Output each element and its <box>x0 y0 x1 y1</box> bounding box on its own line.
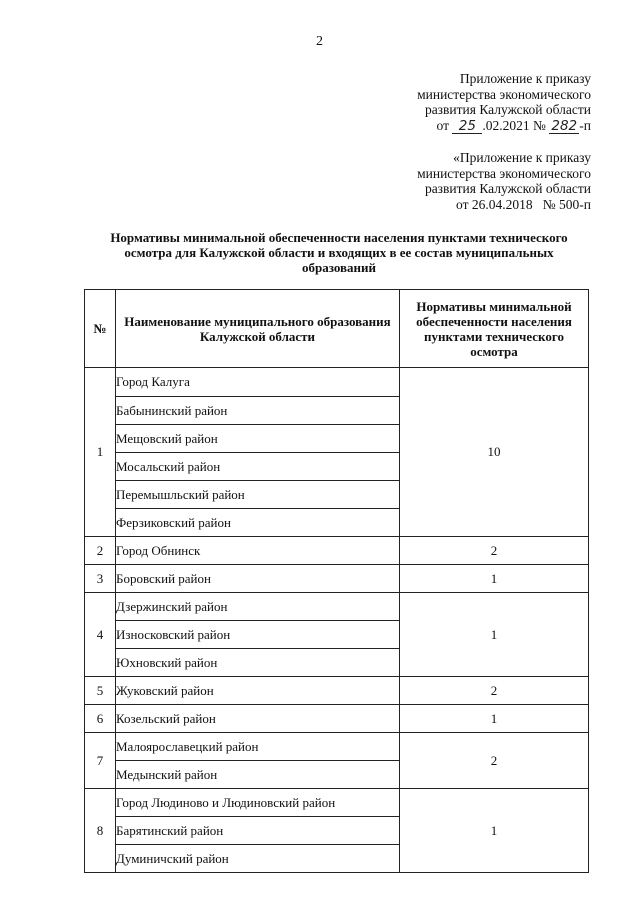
area-name: Боровский район <box>116 565 400 593</box>
area-name: Дзержинский район <box>116 593 400 621</box>
table-row <box>85 593 589 621</box>
area-name: Думиничский район <box>116 845 400 873</box>
norm-value: 1 <box>400 789 589 873</box>
date-prefix: от <box>436 117 449 133</box>
table-row <box>85 537 589 565</box>
area-name: Жуковский район <box>116 677 400 705</box>
area-name: Юхновский район <box>116 649 400 677</box>
area-name: Бабынинский район <box>116 397 400 425</box>
norm-value: 2 <box>400 537 589 565</box>
area-name: Мосальский район <box>116 453 400 481</box>
appendix-line: от 26.04.2018 № 500-п <box>456 196 591 212</box>
appendix-previous <box>417 150 591 212</box>
area-name: Город Людиново и Людиновский район <box>116 789 400 817</box>
date-rest: .02.2021 № <box>482 117 546 133</box>
area-name: Мещовский район <box>116 425 400 453</box>
appendix-line: развития Калужской области <box>424 102 591 117</box>
norm-value: 10 <box>400 368 589 537</box>
row-number: 8 <box>85 789 116 873</box>
appendix-date-line <box>417 118 591 134</box>
number-suffix: -п <box>579 117 591 133</box>
row-number: 1 <box>85 368 116 537</box>
area-name: Город Обнинск <box>116 537 400 565</box>
table-header-row <box>85 290 589 368</box>
area-name: Перемышльский район <box>116 481 400 509</box>
header-norm: Нормативы минимальной обеспеченности населения пунктами технического осмотра <box>400 290 589 368</box>
row-number: 5 <box>85 677 116 705</box>
table-row <box>85 677 589 705</box>
norm-value: 1 <box>400 565 589 593</box>
appendix-line: министерства экономического <box>417 165 591 181</box>
appendix-line: министерства экономического <box>417 86 591 102</box>
table-row <box>85 733 589 761</box>
appendix-current <box>417 71 591 134</box>
row-number: 4 <box>85 593 116 677</box>
norm-value: 2 <box>400 733 589 789</box>
norm-value: 2 <box>400 677 589 705</box>
table-row <box>85 368 589 397</box>
row-number: 6 <box>85 705 116 733</box>
table-row <box>85 705 589 733</box>
table-row <box>85 565 589 593</box>
area-name: Барятинский район <box>116 817 400 845</box>
area-name: Ферзиковский район <box>116 509 400 537</box>
handwritten-number: 282 <box>549 120 579 134</box>
header-name: Наименование муниципального образования Калужской области <box>116 290 400 368</box>
norms-table <box>84 289 589 873</box>
table-row <box>85 789 589 817</box>
page-number: 2 <box>316 34 323 49</box>
norm-value: 1 <box>400 705 589 733</box>
norm-value: 1 <box>400 593 589 677</box>
area-name: Износковский район <box>116 621 400 649</box>
appendix-line: Приложение к приказу <box>459 71 591 86</box>
appendix-line: развития Калужской области <box>424 181 591 196</box>
header-num: № <box>85 290 116 368</box>
area-name: Город Калуга <box>116 368 400 397</box>
appendix-line: «Приложение к приказу <box>453 150 591 165</box>
area-name: Козельский район <box>116 705 400 733</box>
area-name: Малоярославецкий район <box>116 733 400 761</box>
row-number: 7 <box>85 733 116 789</box>
document-title: Нормативы минимальной обеспеченности населения пунктами технического осмотра для Калужской области и входящих в ее состав муниципальных образований <box>110 230 568 275</box>
table-body <box>85 368 589 873</box>
row-number: 3 <box>85 565 116 593</box>
handwritten-day: 25 <box>452 120 482 134</box>
row-number: 2 <box>85 537 116 565</box>
area-name: Медынский район <box>116 761 400 789</box>
